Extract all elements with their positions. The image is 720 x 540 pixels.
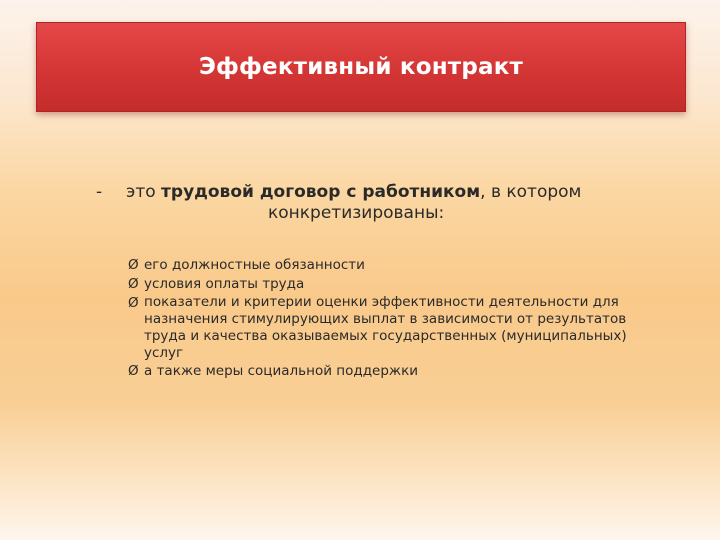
list-item [128,362,648,381]
list-item-text: его должностные обязанности [144,257,365,273]
intro-line-2: конкретизированы: [268,203,445,223]
intro-line-1 [126,182,581,203]
arrow-bullet-icon: Ø [128,295,139,311]
list-item-text: а также меры социальной поддержки [144,363,418,379]
arrow-bullet-icon: Ø [128,276,139,292]
arrow-bullet-icon: Ø [128,257,139,273]
list-item-text: условия оплаты труда [144,276,305,292]
list-item-text: показатели и критерии оценки эффективности деятельности для назначения стимулирующих выплат в зависимости от результатов труда и качества оказываемых государственных (муниципальных) услуг [144,294,627,361]
intro-suffix: , в котором [480,182,582,202]
intro-dash: - [96,182,103,202]
intro-bold: трудовой договор с работником [161,182,481,202]
arrow-bullet-icon: Ø [128,363,139,379]
list-item [128,275,648,294]
bullet-list [128,256,648,381]
slide-title: Эффективный контракт [198,54,524,80]
intro-prefix: это [126,182,162,202]
list-item [128,256,648,275]
list-item [128,294,648,362]
title-banner [36,22,686,112]
